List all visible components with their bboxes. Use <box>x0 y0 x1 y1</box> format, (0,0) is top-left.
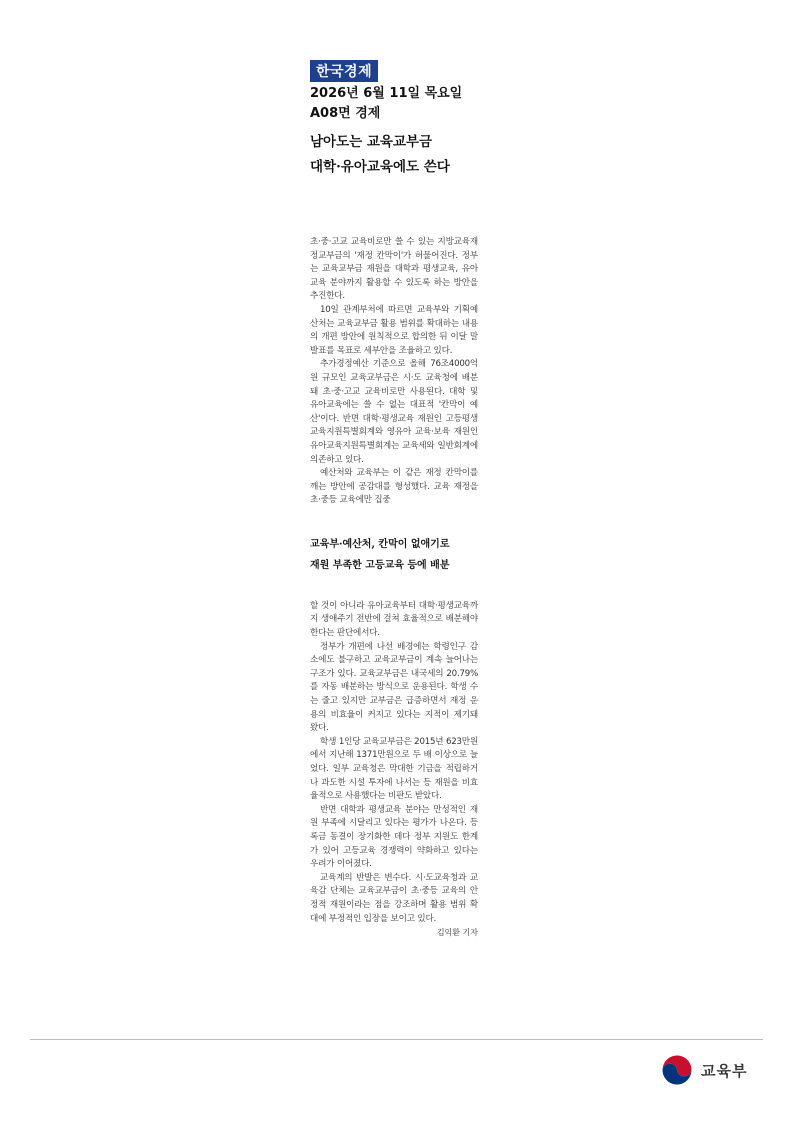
paragraph: 할 것이 아니라 유아교육부터 대학·평생교육까지 생애주기 전반에 걸쳐 효율적으로 배분해야 한다는 판단에서다. <box>310 600 478 639</box>
headline-line-2: 대학·유아교육에도 쓴다 <box>310 159 450 175</box>
footer-divider <box>30 1039 763 1040</box>
ministry-name: 교육부 <box>701 1061 748 1080</box>
article-dateline: 2026년 6월 11일 목요일 A08면 경제 <box>310 86 463 121</box>
article-byline: 김익환 기자 <box>436 928 478 938</box>
paragraph: 반면 대학과 평생교육 분야는 만성적인 재원 부족에 시달리고 있다는 평가가 나온다. 등록금 동결이 장기화한 데다 정부 지원도 한계가 있어 고등교육 경쟁력이 약화하고 있다는 우려가 이어졌다. <box>310 804 478 870</box>
paragraph: 10일 관계부처에 따르면 교육부와 기획예산처는 교육교부금 활용 범위를 확대하는 내용의 개편 방안에 원칙적으로 합의한 뒤 이달 말 발표를 목표로 세부안을 조율하고 있다. <box>310 304 478 356</box>
article-clipping <box>310 60 478 940</box>
taegeuk-emblem-icon <box>659 1052 695 1088</box>
subhead-line-2: 재원 부족한 고등교육 등에 배분 <box>310 559 450 571</box>
paragraph-last <box>310 872 478 938</box>
headline-line-1: 남아도는 교육교부금 <box>310 134 433 150</box>
subhead-line-1: 교육부·예산처, 칸막이 없애기로 <box>310 538 450 550</box>
paragraph: 추가경정예산 기준으로 올해 76조4000억원 규모인 교육교부금은 시·도 교육청에 배분돼 초·중·고교 교육비로만 사용된다. 대학 및 유아교육에는 쓸 수 없는 대표적 '칸막이 예산'이다. 반면 대학·평생교육 재원인 고등평생교육지원특별회계와 영유아 교육·보육 재원인 유아교육지원특별회계는 교육세와 일반회계에 의존하고 있다. <box>310 359 478 465</box>
paragraph: 예산처와 교육부는 이 같은 재정 칸막이를 깨는 방안에 공감대를 형성했다. 교육 재정을 초·중등 교육에만 집중 <box>310 468 478 506</box>
paragraph-last-text: 교육계의 반발은 변수다. 시·도교육청과 교육감 단체는 교육교부금이 초·중등 교육의 안정적 재원이라는 점을 강조하며 활용 범위 확대에 부정적인 입장을 보이고 있다. <box>310 872 478 924</box>
article-body-part-1 <box>310 236 478 508</box>
article-subhead <box>310 534 478 576</box>
ministry-logo <box>659 1052 747 1088</box>
newspaper-masthead: 한국경제 <box>310 60 378 82</box>
paragraph: 초·중·고교 교육비로만 쓸 수 있는 지방교육재정교부금의 '재정 칸막이'가 허물어진다. 정부는 교육교부금 재원을 대학과 평생교육, 유아교육 분야까지 활용할 수 있도록 하는 방안을 추진한다. <box>310 237 478 302</box>
paragraph: 정부가 개편에 나선 배경에는 학령인구 감소에도 불구하고 교육교부금이 계속 늘어나는 구조가 있다. 교육교부금은 내국세의 20.79%를 자동 배분하는 방식으로 운용된다. 학생 수는 줄고 있지만 교부금은 급증하면서 재정 운용의 비효율이 커지고 있다는 지적이 제기돼 왔다. <box>310 641 478 734</box>
paragraph: 학생 1인당 교육교부금은 2015년 623만원에서 지난해 1371만원으로 두 배 이상으로 늘었다. 일부 교육청은 막대한 기금을 적립하거나 과도한 시설 투자에 나서는 등 재원을 비효율적으로 사용했다는 비판도 받았다. <box>310 736 478 802</box>
article-headline <box>310 130 478 180</box>
article-body-part-2 <box>310 600 478 938</box>
